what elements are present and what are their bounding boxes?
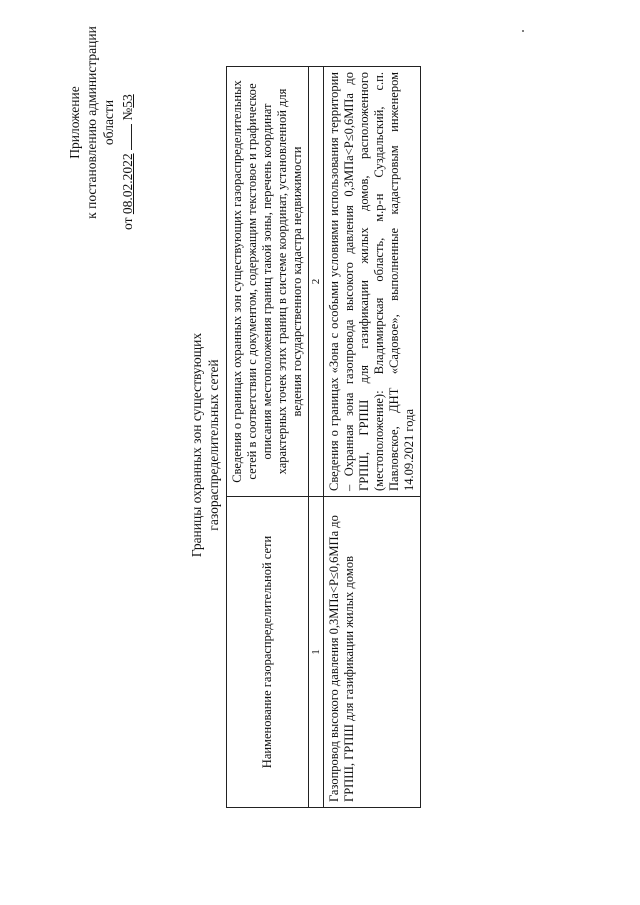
date-prefix: от — [120, 217, 135, 230]
title-line-2: газораспределительных сетей — [206, 359, 221, 531]
date-number-line — [119, 15, 136, 230]
number-prefix: № — [120, 107, 135, 121]
table-header-row — [227, 67, 309, 808]
header-network-name: Наименование газораспределительной сети — [227, 497, 309, 808]
column-number-2: 2 — [309, 67, 324, 497]
table-row — [324, 67, 421, 808]
network-name-cell: Газопровод высокого давления 0,3МПа<P≤0,6МПа до ГРПШ, ГРПШ для газификации жилых домов — [324, 497, 421, 808]
document-title — [188, 165, 222, 725]
title-line-1: Границы охранных зон существующих — [189, 332, 204, 558]
appendix-label: Приложение — [67, 86, 82, 159]
zone-info-cell: Сведения о границах «Зона с особыми условиями использования территории – Охранная зона газопровода высокого давления 0,3МПа<P≤0,6МПа до ГРПШ, ГРПШ для газификации жилых домов, расположенного (местоположение): Владимирская область, м.р-н Суздальский, с.п. Павловское, ДНТ «Садовое», выполненные кадастровым инженером 14.09.2021 года — [324, 67, 421, 497]
resolution-label: к постановлению администрации — [84, 26, 99, 219]
column-number-1: 1 — [309, 497, 324, 808]
scan-speck — [522, 30, 524, 32]
table-number-row — [309, 67, 324, 808]
region-label: области — [101, 99, 116, 146]
resolution-date: 08.02.2022 — [120, 153, 135, 215]
header-zone-info: Сведения о границах охранных зон существующих газораспределительных сетей в соответствии с документом, содержащим текстовое и графическое описания местоположения границ такой зоны, перечень координат характерных точек этих границ в системе координат, установленной для ведения государственного кадастра недвижимости — [227, 67, 309, 497]
appendix-header — [66, 15, 136, 230]
zones-table — [226, 66, 421, 808]
resolution-number: 53 — [120, 94, 135, 108]
date-underline — [131, 124, 132, 150]
